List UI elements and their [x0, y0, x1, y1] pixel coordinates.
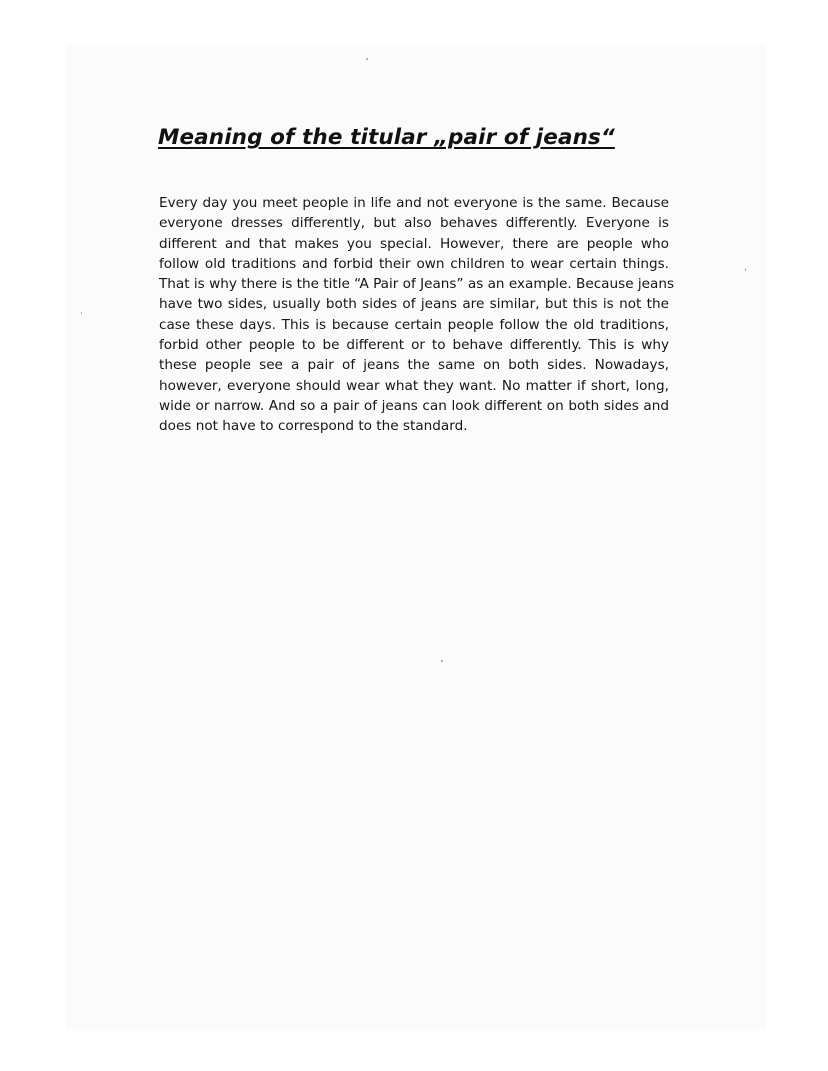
body-paragraph — [159, 193, 675, 437]
paragraph-line: does not have to correspond to the standard. — [159, 418, 468, 435]
scan-speck — [81, 312, 82, 314]
document-title: Meaning of the titular „pair of jeans“ — [158, 125, 615, 150]
paragraph-line: these people see a pair of jeans the same on both sides. Nowadays, — [159, 357, 669, 374]
scan-speck — [745, 268, 746, 271]
paragraph-line: case these days. This is because certain people follow the old traditions, — [159, 316, 669, 333]
paragraph-line: Every day you meet people in life and not everyone is the same. Because — [159, 195, 669, 211]
paragraph-line: That is why there is the title “A Pair of Jeans” as an example. Because jeans — [159, 276, 675, 293]
paragraph-line: everyone dresses differently, but also behaves differently. Everyone is — [159, 215, 669, 232]
paragraph-line: forbid other people to be different or to behave differently. This is why — [159, 337, 669, 354]
paragraph-line: wide or narrow. And so a pair of jeans can look different on both sides and — [159, 397, 669, 414]
scan-speck — [441, 660, 443, 662]
scan-speck — [366, 58, 368, 60]
paper-sheet — [66, 44, 766, 1029]
paragraph-line: follow old traditions and forbid their own children to wear certain things. — [159, 255, 669, 272]
paragraph-line: have two sides, usually both sides of jeans are similar, but this is not the — [159, 296, 669, 313]
paragraph-line: however, everyone should wear what they want. No matter if short, long, — [159, 377, 669, 394]
paragraph-line: different and that makes you special. However, there are people who — [159, 235, 669, 252]
